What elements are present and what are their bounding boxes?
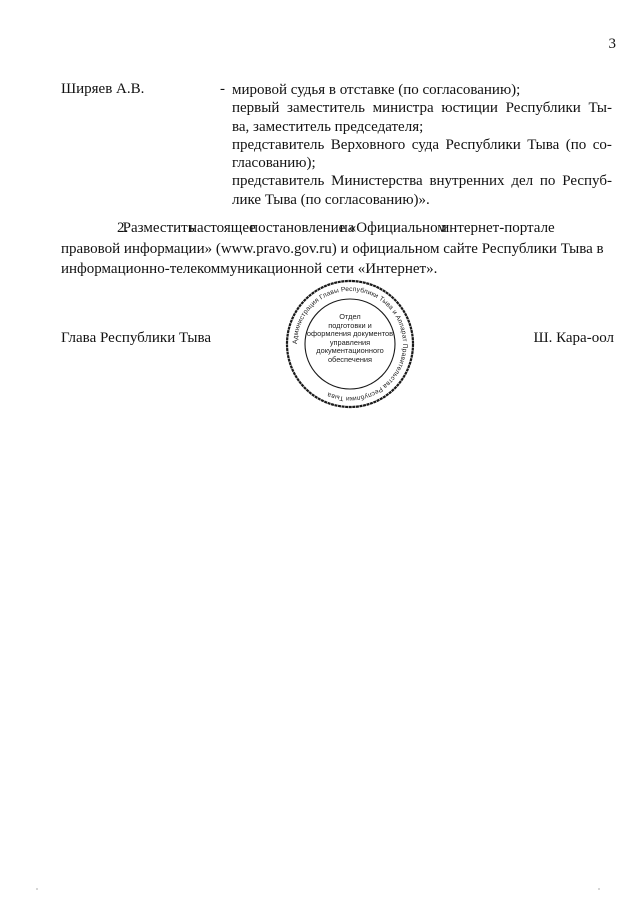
stamp-ring-text: Администрация Главы Республики Тыва и Аппарат Правительства Республики Тыва — [291, 285, 409, 403]
paragraph-line: правовой информации» (www.pravo.gov.ru) и официальном сайте Республики Тыва в — [61, 240, 604, 257]
scan-artifact — [36, 888, 38, 890]
page-number: 3 — [608, 36, 616, 52]
role-word: представитель — [232, 136, 325, 153]
member-role-line — [232, 136, 612, 154]
stamp-line: подготовки и — [328, 320, 372, 330]
member-role-line — [232, 172, 612, 190]
role-word: Ты- — [588, 100, 612, 117]
member-dash: - — [220, 81, 225, 97]
role-word: Респуб- — [562, 173, 612, 190]
member-role-line: лике Тыва (по согласованию)». — [232, 191, 430, 208]
role-word: заместитель — [287, 100, 365, 117]
role-word: Республики — [445, 136, 521, 153]
member-role-line: ва, заместитель председателя; — [232, 118, 424, 135]
stamp-line: обеспечения — [327, 354, 373, 364]
role-word: (по — [565, 136, 587, 153]
paragraph-2 — [61, 218, 616, 280]
member-role-line — [232, 99, 612, 117]
stamp-line: документационного — [316, 346, 384, 356]
role-word: дел — [511, 173, 534, 190]
role-word: Тыва — [527, 136, 560, 153]
role-word: суда — [411, 136, 440, 153]
signature-name: Ш. Кара-оол — [533, 330, 614, 346]
stamp-center-text — [304, 313, 396, 365]
member-roles — [232, 81, 610, 209]
paragraph-line: информационно-телекоммуникационной сети «Интернет». — [61, 261, 438, 277]
role-word: Верховного — [330, 136, 406, 153]
role-word: по — [539, 173, 556, 190]
stamp-line: оформления документов — [306, 329, 394, 339]
paragraph-line: 2. Разместить настоящее постановление на «Официальном интернет-портале — [117, 220, 555, 236]
member-role-line: гласованию); — [232, 155, 316, 172]
role-word: внутренних — [429, 173, 505, 190]
role-word: юстиции — [441, 100, 498, 117]
scan-artifact — [598, 888, 600, 890]
role-word: Министерства — [331, 173, 423, 190]
role-word: представитель — [232, 173, 325, 190]
role-word: Республики — [505, 100, 581, 117]
role-word: со- — [592, 136, 612, 153]
role-word: министра — [372, 100, 434, 117]
stamp-line: Отдел — [339, 312, 361, 321]
stamp-line: управления — [329, 337, 371, 347]
member-role-line: мировой судья в отставке (по согласованию); — [232, 82, 521, 98]
signature-position: Глава Республики Тыва — [61, 330, 212, 346]
role-word: первый — [232, 100, 280, 117]
member-name: Ширяев А.В. — [61, 81, 145, 97]
